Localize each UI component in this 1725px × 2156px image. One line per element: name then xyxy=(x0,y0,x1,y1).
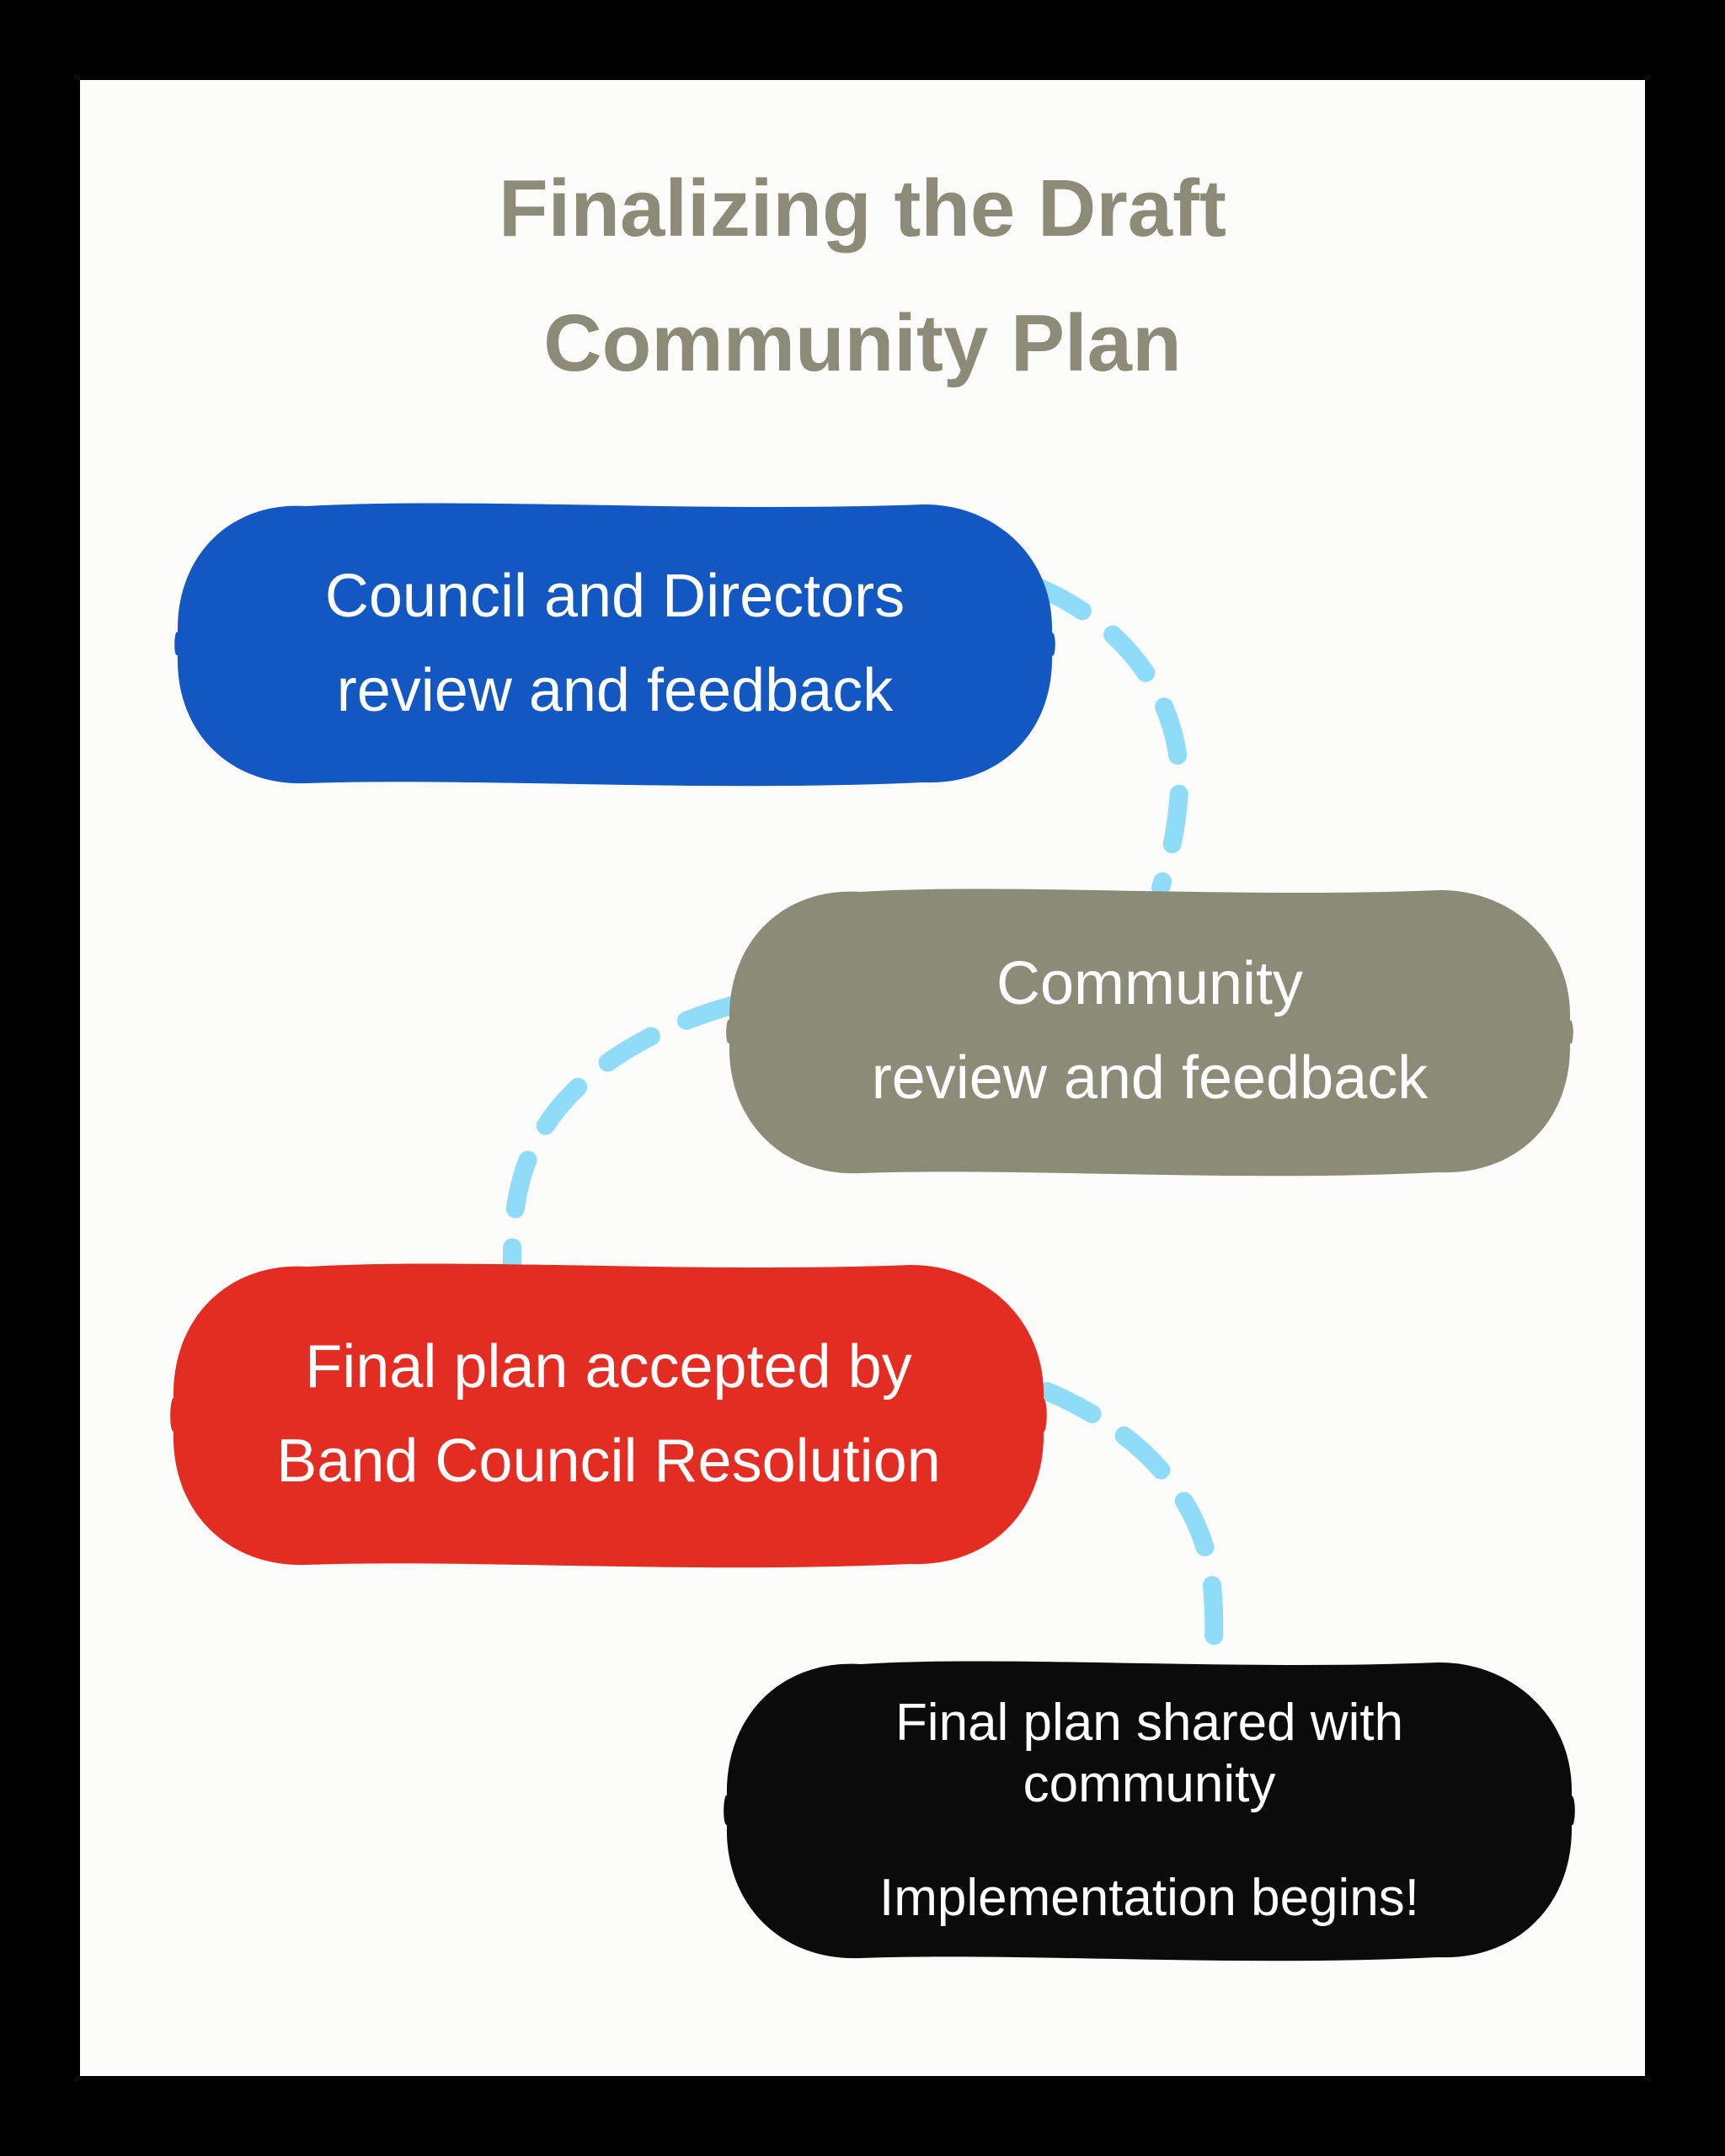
page-title xyxy=(80,141,1645,412)
step-label-line: Community xyxy=(996,950,1304,1018)
step-label-line: community xyxy=(1023,1754,1276,1813)
step-label-line: Band Council Resolution xyxy=(276,1428,941,1495)
page-title-line: Community Plan xyxy=(543,298,1182,389)
step-label-line: review and feedback xyxy=(871,1044,1429,1112)
page-title-line: Finalizing the Draft xyxy=(499,163,1226,253)
step-note-implementation-begins: Implementation begins! xyxy=(879,1869,1420,1928)
step-label-band-council-resolution xyxy=(173,1263,1044,1566)
step-label-final-plan-shared xyxy=(726,1661,1573,1960)
step-label-line: Council and Directors xyxy=(324,562,905,630)
connector-step3-step4 xyxy=(1047,1391,1214,1662)
step-label-line: Final plan accepted by xyxy=(305,1333,912,1401)
connector-step1-step2 xyxy=(1038,587,1179,888)
step-label-council-directors-review xyxy=(177,503,1053,785)
connector-step2-step3 xyxy=(512,1005,734,1265)
step-label-line: review and feedback xyxy=(336,656,894,724)
step-label-community-review xyxy=(729,889,1571,1175)
step-label-line: Final plan shared with xyxy=(895,1693,1404,1752)
